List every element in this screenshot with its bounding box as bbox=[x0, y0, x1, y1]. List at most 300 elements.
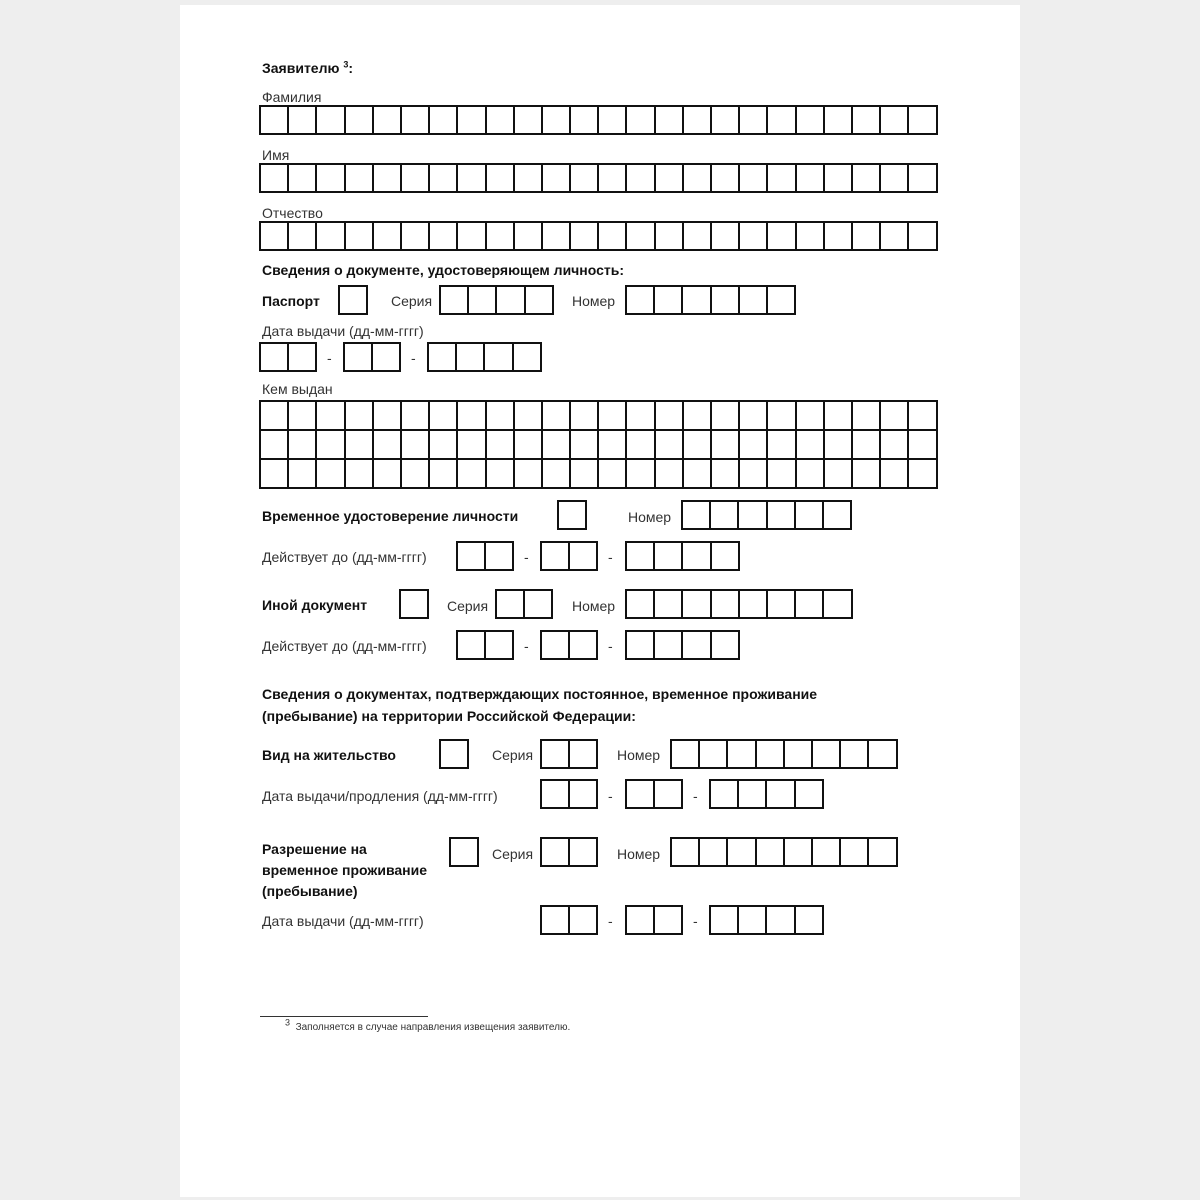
grid-row bbox=[261, 460, 938, 489]
char-cell[interactable] bbox=[712, 630, 740, 660]
char-cell[interactable] bbox=[712, 589, 740, 619]
char-cell[interactable] bbox=[430, 221, 458, 251]
char-cell[interactable] bbox=[571, 163, 599, 193]
char-cell[interactable] bbox=[655, 905, 683, 935]
char-cell[interactable] bbox=[458, 105, 486, 135]
char-cell[interactable] bbox=[346, 460, 374, 489]
date-separator: - bbox=[608, 638, 613, 654]
char-cell[interactable] bbox=[684, 221, 712, 251]
char-cell[interactable] bbox=[261, 431, 289, 460]
char-cell[interactable] bbox=[684, 431, 712, 460]
char-cell[interactable] bbox=[785, 837, 813, 867]
char-cell[interactable] bbox=[768, 105, 796, 135]
temp-permit-checkbox[interactable] bbox=[449, 837, 479, 867]
char-cell[interactable] bbox=[740, 285, 768, 315]
residence-heading-line2: (пребывание) на территории Российской Федерации: bbox=[262, 708, 636, 724]
char-cell[interactable] bbox=[261, 163, 289, 193]
footnote bbox=[285, 1017, 571, 1033]
passport-issue-month[interactable] bbox=[343, 342, 401, 372]
char-cell[interactable] bbox=[841, 739, 869, 769]
char-cell[interactable] bbox=[497, 285, 525, 315]
residence-permit-number-field[interactable] bbox=[670, 739, 898, 769]
passport-number-field[interactable] bbox=[625, 285, 796, 315]
char-cell[interactable] bbox=[869, 739, 897, 769]
char-cell[interactable] bbox=[813, 739, 841, 769]
char-cell[interactable] bbox=[571, 402, 599, 431]
char-cell[interactable] bbox=[672, 739, 700, 769]
char-cell[interactable] bbox=[740, 105, 768, 135]
char-cell[interactable] bbox=[543, 221, 571, 251]
surname-field[interactable] bbox=[259, 105, 938, 135]
char-cell[interactable] bbox=[487, 221, 515, 251]
char-cell[interactable] bbox=[289, 460, 317, 489]
passport-issue-day[interactable] bbox=[259, 342, 317, 372]
char-cell[interactable] bbox=[599, 221, 627, 251]
char-cell[interactable] bbox=[543, 163, 571, 193]
char-cell[interactable] bbox=[542, 541, 570, 571]
char-cell[interactable] bbox=[571, 431, 599, 460]
char-cell[interactable] bbox=[571, 460, 599, 489]
char-cell[interactable] bbox=[514, 342, 542, 372]
char-cell[interactable] bbox=[289, 221, 317, 251]
char-cell[interactable] bbox=[797, 163, 825, 193]
char-cell[interactable] bbox=[881, 460, 909, 489]
temp-permit-series-label: Серия bbox=[492, 846, 534, 862]
char-cell[interactable] bbox=[570, 779, 598, 809]
char-cell[interactable] bbox=[374, 460, 402, 489]
temp-id-valid-year[interactable] bbox=[625, 541, 740, 571]
char-cell[interactable] bbox=[515, 105, 543, 135]
char-cell[interactable] bbox=[458, 221, 486, 251]
char-cell[interactable] bbox=[796, 500, 824, 530]
char-cell[interactable] bbox=[655, 779, 683, 809]
char-cell[interactable] bbox=[909, 402, 937, 431]
temp-permit-number-field[interactable] bbox=[670, 837, 898, 867]
char-cell[interactable] bbox=[485, 342, 513, 372]
char-cell[interactable] bbox=[740, 402, 768, 431]
char-cell[interactable] bbox=[700, 739, 728, 769]
char-cell[interactable] bbox=[712, 541, 740, 571]
char-cell[interactable] bbox=[289, 105, 317, 135]
char-cell[interactable] bbox=[627, 163, 655, 193]
other-doc-number-field[interactable] bbox=[625, 589, 853, 619]
char-cell[interactable] bbox=[684, 163, 712, 193]
char-cell[interactable] bbox=[402, 105, 430, 135]
other-doc-valid-label: Действует до (дд-мм-гггг) bbox=[262, 638, 427, 654]
char-cell[interactable] bbox=[853, 431, 881, 460]
footnote-text: Заполняется в случае направления извещения заявителю. bbox=[295, 1022, 571, 1033]
other-doc-valid-day[interactable] bbox=[456, 630, 514, 660]
footnote-ref: 3 bbox=[343, 59, 349, 70]
char-cell[interactable] bbox=[441, 739, 469, 769]
char-cell[interactable] bbox=[768, 402, 796, 431]
char-cell[interactable] bbox=[909, 431, 937, 460]
char-cell[interactable] bbox=[655, 630, 683, 660]
char-cell[interactable] bbox=[487, 105, 515, 135]
char-cell[interactable] bbox=[740, 431, 768, 460]
passport-issue-date-label: Дата выдачи (дд-мм-гггг) bbox=[262, 323, 424, 339]
char-cell[interactable] bbox=[627, 905, 655, 935]
other-doc-valid-month[interactable] bbox=[540, 630, 598, 660]
char-cell[interactable] bbox=[824, 589, 852, 619]
char-cell[interactable] bbox=[486, 630, 514, 660]
char-cell[interactable] bbox=[797, 460, 825, 489]
char-cell[interactable] bbox=[712, 431, 740, 460]
char-cell[interactable] bbox=[656, 163, 684, 193]
passport-checkbox[interactable] bbox=[338, 285, 368, 315]
char-cell[interactable] bbox=[881, 221, 909, 251]
char-cell[interactable] bbox=[728, 739, 756, 769]
char-cell[interactable] bbox=[289, 342, 317, 372]
char-cell[interactable] bbox=[655, 541, 683, 571]
char-cell[interactable] bbox=[683, 541, 711, 571]
passport-number-label: Номер bbox=[572, 293, 616, 309]
char-cell[interactable] bbox=[627, 431, 655, 460]
issued-by-field[interactable] bbox=[259, 400, 938, 489]
char-cell[interactable] bbox=[487, 460, 515, 489]
char-cell[interactable] bbox=[768, 589, 796, 619]
char-cell[interactable] bbox=[570, 541, 598, 571]
residence-permit-series-label: Серия bbox=[492, 747, 534, 763]
char-cell[interactable] bbox=[570, 630, 598, 660]
char-cell[interactable] bbox=[627, 460, 655, 489]
char-cell[interactable] bbox=[796, 589, 824, 619]
char-cell[interactable] bbox=[458, 402, 486, 431]
char-cell[interactable] bbox=[712, 163, 740, 193]
char-cell[interactable] bbox=[525, 589, 553, 619]
patronymic-label: Отчество bbox=[262, 205, 323, 221]
char-cell[interactable] bbox=[441, 285, 469, 315]
date-separator: - bbox=[608, 913, 613, 929]
char-cell[interactable] bbox=[458, 163, 486, 193]
char-cell[interactable] bbox=[627, 221, 655, 251]
char-cell[interactable] bbox=[881, 105, 909, 135]
char-cell[interactable] bbox=[346, 105, 374, 135]
char-cell[interactable] bbox=[656, 460, 684, 489]
char-cell[interactable] bbox=[458, 630, 486, 660]
char-cell[interactable] bbox=[345, 342, 373, 372]
char-cell[interactable] bbox=[542, 905, 570, 935]
char-cell[interactable] bbox=[627, 541, 655, 571]
char-cell[interactable] bbox=[430, 105, 458, 135]
char-cell[interactable] bbox=[430, 163, 458, 193]
char-cell[interactable] bbox=[317, 460, 345, 489]
char-cell[interactable] bbox=[542, 837, 570, 867]
char-cell[interactable] bbox=[261, 342, 289, 372]
char-cell[interactable] bbox=[374, 163, 402, 193]
char-cell[interactable] bbox=[374, 221, 402, 251]
char-cell[interactable] bbox=[542, 739, 570, 769]
char-cell[interactable] bbox=[656, 402, 684, 431]
temp-permit-date-year[interactable] bbox=[709, 905, 824, 935]
char-cell[interactable] bbox=[853, 105, 881, 135]
char-cell[interactable] bbox=[797, 431, 825, 460]
char-cell[interactable] bbox=[487, 431, 515, 460]
patronymic-field[interactable] bbox=[259, 221, 938, 251]
char-cell[interactable] bbox=[825, 460, 853, 489]
char-cell[interactable] bbox=[317, 163, 345, 193]
char-cell[interactable] bbox=[757, 739, 785, 769]
char-cell[interactable] bbox=[261, 460, 289, 489]
temp-permit-date-label: Дата выдачи (дд-мм-гггг) bbox=[262, 913, 424, 929]
char-cell[interactable] bbox=[768, 163, 796, 193]
char-cell[interactable] bbox=[656, 431, 684, 460]
char-cell[interactable] bbox=[543, 402, 571, 431]
char-cell[interactable] bbox=[767, 905, 795, 935]
char-cell[interactable] bbox=[797, 105, 825, 135]
char-cell[interactable] bbox=[430, 460, 458, 489]
char-cell[interactable] bbox=[797, 221, 825, 251]
other-doc-series-field[interactable] bbox=[495, 589, 553, 619]
char-cell[interactable] bbox=[757, 837, 785, 867]
char-cell[interactable] bbox=[684, 105, 712, 135]
char-cell[interactable] bbox=[740, 163, 768, 193]
temp-permit-label-line3: (пребывание) bbox=[262, 883, 358, 899]
char-cell[interactable] bbox=[261, 402, 289, 431]
char-cell[interactable] bbox=[599, 163, 627, 193]
char-cell[interactable] bbox=[559, 500, 587, 530]
form-page bbox=[180, 5, 1020, 1197]
char-cell[interactable] bbox=[515, 460, 543, 489]
char-cell[interactable] bbox=[728, 837, 756, 867]
char-cell[interactable] bbox=[542, 630, 570, 660]
name-label: Имя bbox=[262, 147, 290, 163]
char-cell[interactable] bbox=[571, 105, 599, 135]
name-field[interactable] bbox=[259, 163, 938, 193]
char-cell[interactable] bbox=[813, 837, 841, 867]
char-cell[interactable] bbox=[570, 837, 598, 867]
char-cell[interactable] bbox=[909, 460, 937, 489]
char-cell[interactable] bbox=[825, 431, 853, 460]
char-cell[interactable] bbox=[451, 837, 479, 867]
char-cell[interactable] bbox=[683, 589, 711, 619]
char-cell[interactable] bbox=[627, 779, 655, 809]
char-cell[interactable] bbox=[340, 285, 368, 315]
char-cell[interactable] bbox=[684, 460, 712, 489]
char-cell[interactable] bbox=[599, 431, 627, 460]
char-cell[interactable] bbox=[825, 402, 853, 431]
temp-permit-date-day[interactable] bbox=[540, 905, 598, 935]
char-cell[interactable] bbox=[599, 460, 627, 489]
char-cell[interactable] bbox=[684, 402, 712, 431]
temp-permit-date-month[interactable] bbox=[625, 905, 683, 935]
passport-series-label: Серия bbox=[391, 293, 433, 309]
char-cell[interactable] bbox=[712, 460, 740, 489]
temp-id-number-field[interactable] bbox=[681, 500, 852, 530]
char-cell[interactable] bbox=[402, 402, 430, 431]
residence-heading-line1: Сведения о документах, подтверждающих постоянное, временное проживание bbox=[262, 686, 818, 702]
temp-permit-label-line2: временное проживание bbox=[262, 862, 428, 878]
char-cell[interactable] bbox=[487, 402, 515, 431]
char-cell[interactable] bbox=[458, 431, 486, 460]
char-cell[interactable] bbox=[700, 837, 728, 867]
applicant-heading bbox=[262, 60, 353, 76]
applicant-heading-colon: : bbox=[348, 60, 354, 76]
char-cell[interactable] bbox=[627, 630, 655, 660]
char-cell[interactable] bbox=[739, 779, 767, 809]
char-cell[interactable] bbox=[261, 105, 289, 135]
char-cell[interactable] bbox=[346, 431, 374, 460]
char-cell[interactable] bbox=[402, 163, 430, 193]
char-cell[interactable] bbox=[909, 163, 937, 193]
char-cell[interactable] bbox=[853, 221, 881, 251]
char-cell[interactable] bbox=[712, 105, 740, 135]
char-cell[interactable] bbox=[825, 221, 853, 251]
char-cell[interactable] bbox=[458, 541, 486, 571]
residence-permit-series-field[interactable] bbox=[540, 739, 598, 769]
char-cell[interactable] bbox=[542, 779, 570, 809]
char-cell[interactable] bbox=[672, 837, 700, 867]
char-cell[interactable] bbox=[909, 221, 937, 251]
char-cell[interactable] bbox=[570, 905, 598, 935]
footnote-number: 3 bbox=[285, 1017, 291, 1028]
char-cell[interactable] bbox=[825, 105, 853, 135]
char-cell[interactable] bbox=[402, 460, 430, 489]
char-cell[interactable] bbox=[768, 500, 796, 530]
char-cell[interactable] bbox=[627, 402, 655, 431]
char-cell[interactable] bbox=[373, 342, 401, 372]
char-cell[interactable] bbox=[712, 285, 740, 315]
char-cell[interactable] bbox=[712, 221, 740, 251]
char-cell[interactable] bbox=[374, 105, 402, 135]
char-cell[interactable] bbox=[374, 431, 402, 460]
char-cell[interactable] bbox=[430, 402, 458, 431]
char-cell[interactable] bbox=[497, 589, 525, 619]
char-cell[interactable] bbox=[487, 163, 515, 193]
char-cell[interactable] bbox=[374, 402, 402, 431]
char-cell[interactable] bbox=[740, 221, 768, 251]
char-cell[interactable] bbox=[402, 431, 430, 460]
other-doc-valid-year[interactable] bbox=[625, 630, 740, 660]
temp-permit-series-field[interactable] bbox=[540, 837, 598, 867]
char-cell[interactable] bbox=[627, 285, 655, 315]
temp-id-valid-day[interactable] bbox=[456, 541, 514, 571]
char-cell[interactable] bbox=[599, 402, 627, 431]
char-cell[interactable] bbox=[401, 589, 429, 619]
residence-permit-checkbox[interactable] bbox=[439, 739, 469, 769]
char-cell[interactable] bbox=[683, 500, 711, 530]
char-cell[interactable] bbox=[740, 460, 768, 489]
other-doc-number-label: Номер bbox=[572, 598, 616, 614]
char-cell[interactable] bbox=[543, 431, 571, 460]
char-cell[interactable] bbox=[797, 402, 825, 431]
char-cell[interactable] bbox=[767, 779, 795, 809]
temp-id-checkbox[interactable] bbox=[557, 500, 587, 530]
char-cell[interactable] bbox=[627, 105, 655, 135]
temp-id-valid-label: Действует до (дд-мм-гггг) bbox=[262, 549, 427, 565]
char-cell[interactable] bbox=[429, 342, 457, 372]
char-cell[interactable] bbox=[627, 589, 655, 619]
char-cell[interactable] bbox=[768, 221, 796, 251]
char-cell[interactable] bbox=[317, 221, 345, 251]
char-cell[interactable] bbox=[796, 779, 824, 809]
char-cell[interactable] bbox=[656, 105, 684, 135]
char-cell[interactable] bbox=[515, 431, 543, 460]
char-cell[interactable] bbox=[853, 163, 881, 193]
char-cell[interactable] bbox=[768, 460, 796, 489]
char-cell[interactable] bbox=[740, 589, 768, 619]
char-cell[interactable] bbox=[571, 221, 599, 251]
char-cell[interactable] bbox=[317, 105, 345, 135]
residence-permit-date-year[interactable] bbox=[709, 779, 824, 809]
char-cell[interactable] bbox=[599, 105, 627, 135]
date-separator: - bbox=[327, 350, 332, 366]
char-cell[interactable] bbox=[739, 500, 767, 530]
passport-issue-year[interactable] bbox=[427, 342, 542, 372]
char-cell[interactable] bbox=[543, 460, 571, 489]
char-cell[interactable] bbox=[656, 221, 684, 251]
char-cell[interactable] bbox=[570, 739, 598, 769]
other-doc-checkbox[interactable] bbox=[399, 589, 429, 619]
char-cell[interactable] bbox=[785, 739, 813, 769]
char-cell[interactable] bbox=[869, 837, 897, 867]
char-cell[interactable] bbox=[711, 500, 739, 530]
char-cell[interactable] bbox=[853, 402, 881, 431]
date-separator: - bbox=[608, 549, 613, 565]
char-cell[interactable] bbox=[711, 905, 739, 935]
char-cell[interactable] bbox=[458, 460, 486, 489]
char-cell[interactable] bbox=[824, 500, 852, 530]
char-cell[interactable] bbox=[711, 779, 739, 809]
passport-series-field[interactable] bbox=[439, 285, 554, 315]
char-cell[interactable] bbox=[881, 163, 909, 193]
char-cell[interactable] bbox=[402, 221, 430, 251]
char-cell[interactable] bbox=[768, 285, 796, 315]
char-cell[interactable] bbox=[515, 163, 543, 193]
char-cell[interactable] bbox=[486, 541, 514, 571]
char-cell[interactable] bbox=[909, 105, 937, 135]
char-cell[interactable] bbox=[796, 905, 824, 935]
char-cell[interactable] bbox=[683, 630, 711, 660]
char-cell[interactable] bbox=[655, 589, 683, 619]
char-cell[interactable] bbox=[683, 285, 711, 315]
char-cell[interactable] bbox=[515, 402, 543, 431]
char-cell[interactable] bbox=[261, 221, 289, 251]
char-cell[interactable] bbox=[739, 905, 767, 935]
temp-permit-label-line1: Разрешение на bbox=[262, 841, 367, 857]
char-cell[interactable] bbox=[881, 402, 909, 431]
char-cell[interactable] bbox=[712, 402, 740, 431]
char-cell[interactable] bbox=[457, 342, 485, 372]
residence-permit-date-month[interactable] bbox=[625, 779, 683, 809]
char-cell[interactable] bbox=[515, 221, 543, 251]
residence-permit-date-day[interactable] bbox=[540, 779, 598, 809]
char-cell[interactable] bbox=[346, 402, 374, 431]
char-cell[interactable] bbox=[469, 285, 497, 315]
residence-permit-date-label: Дата выдачи/продления (дд-мм-гггг) bbox=[262, 788, 498, 804]
char-cell[interactable] bbox=[346, 221, 374, 251]
char-cell[interactable] bbox=[289, 163, 317, 193]
char-cell[interactable] bbox=[317, 402, 345, 431]
char-cell[interactable] bbox=[768, 431, 796, 460]
char-cell[interactable] bbox=[289, 431, 317, 460]
char-cell[interactable] bbox=[853, 460, 881, 489]
char-cell[interactable] bbox=[543, 105, 571, 135]
char-cell[interactable] bbox=[841, 837, 869, 867]
temp-id-valid-month[interactable] bbox=[540, 541, 598, 571]
char-cell[interactable] bbox=[346, 163, 374, 193]
char-cell[interactable] bbox=[881, 431, 909, 460]
char-cell[interactable] bbox=[526, 285, 554, 315]
date-separator: - bbox=[693, 788, 698, 804]
char-cell[interactable] bbox=[289, 402, 317, 431]
char-cell[interactable] bbox=[317, 431, 345, 460]
char-cell[interactable] bbox=[825, 163, 853, 193]
char-cell[interactable] bbox=[430, 431, 458, 460]
char-cell[interactable] bbox=[655, 285, 683, 315]
other-doc-series-label: Серия bbox=[447, 598, 489, 614]
date-separator: - bbox=[608, 788, 613, 804]
